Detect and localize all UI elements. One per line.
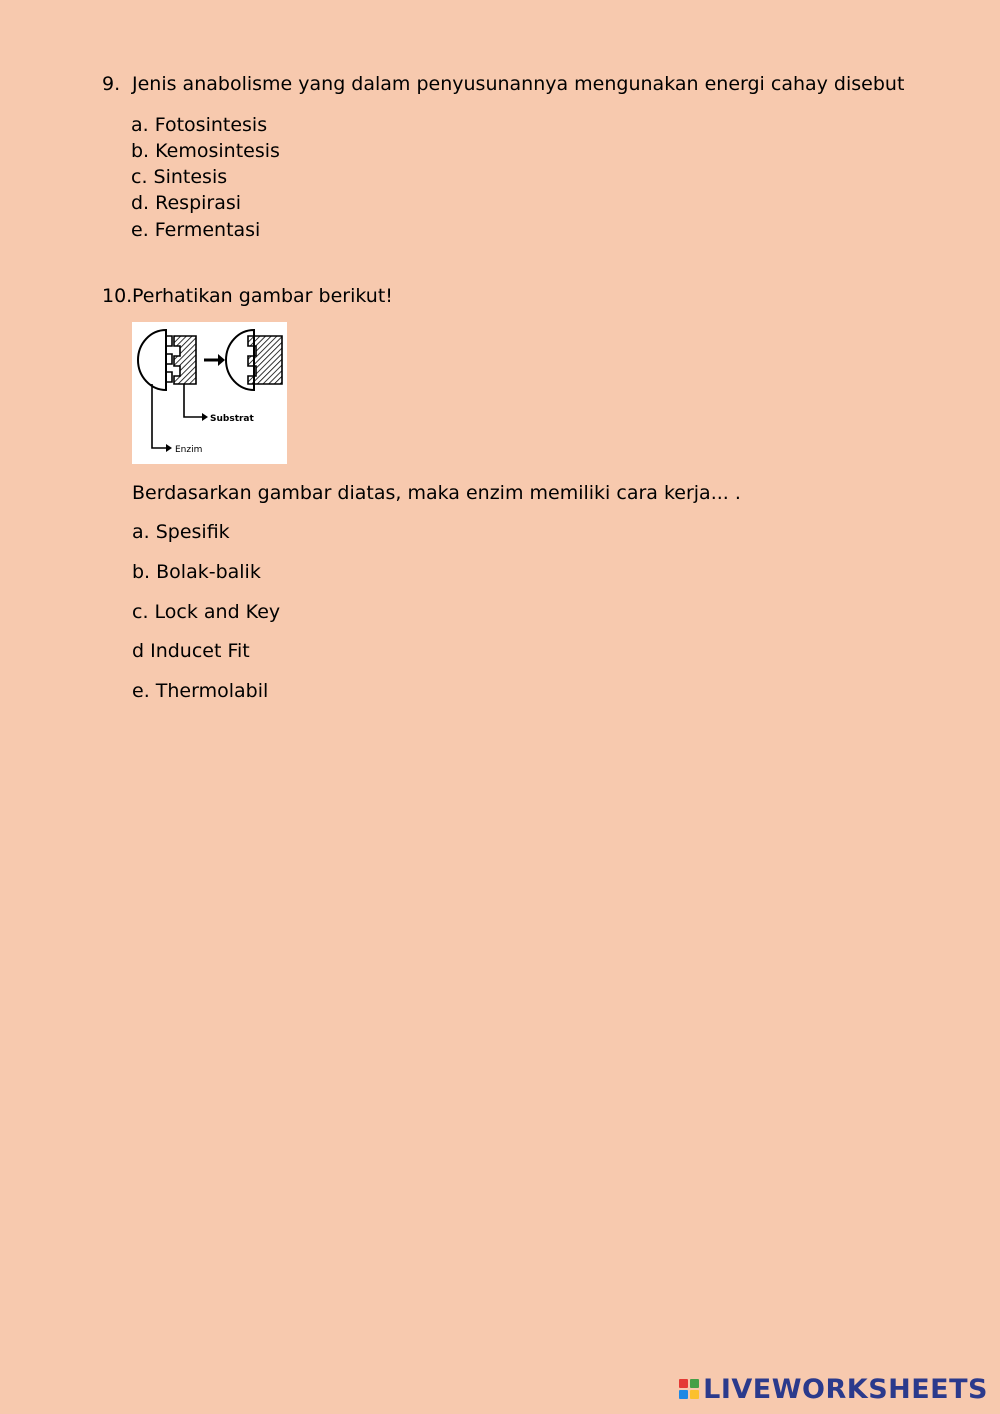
option-a[interactable]: a. Fotosintesis: [131, 114, 268, 136]
enzyme-diagram-svg: [132, 322, 287, 464]
option-e[interactable]: e. Fermentasi: [131, 219, 261, 241]
question-text: Perhatikan gambar berikut!: [132, 285, 393, 307]
logo-square-1: [679, 1379, 688, 1388]
option-d[interactable]: d. Respirasi: [131, 192, 242, 214]
question-text: Jenis anabolisme yang dalam penyusunannya mengunakan energi cahay disebut: [132, 73, 905, 95]
label-substrate: Substrat: [210, 414, 254, 424]
option-a[interactable]: a. Spesifik: [132, 521, 230, 543]
option-c[interactable]: c. Lock and Key: [132, 601, 281, 623]
liveworksheets-logo-icon: [679, 1379, 699, 1399]
logo-square-3: [679, 1390, 688, 1399]
question-number: 9.: [102, 73, 121, 95]
option-e[interactable]: e. Thermolabil: [132, 680, 269, 702]
option-b[interactable]: b. Kemosintesis: [131, 140, 280, 162]
question-prompt: Berdasarkan gambar diatas, maka enzim memiliki cara kerja... .: [132, 482, 741, 504]
option-d[interactable]: d Inducet Fit: [132, 640, 250, 662]
label-enzyme: Enzim: [175, 445, 203, 455]
logo-square-4: [690, 1390, 699, 1399]
enzyme-substrate-diagram: [132, 322, 287, 464]
liveworksheets-brand[interactable]: [679, 1374, 988, 1404]
logo-square-2: [690, 1379, 699, 1388]
question-number: 10.: [102, 285, 133, 307]
option-c[interactable]: c. Sintesis: [131, 166, 228, 188]
brand-text: LIVEWORKSHEETS: [703, 1373, 988, 1405]
option-b[interactable]: b. Bolak-balik: [132, 561, 261, 583]
